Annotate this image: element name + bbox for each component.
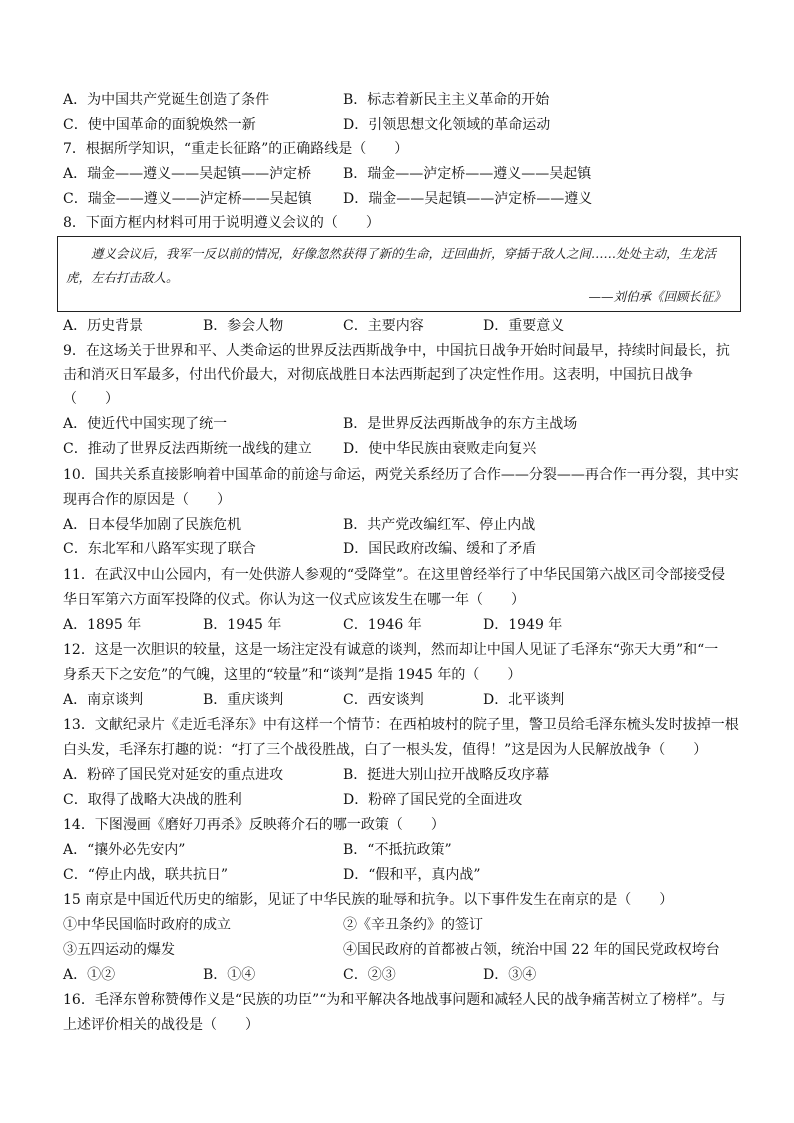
q14-option-c: C．“停止内战，联共抗日”: [63, 867, 229, 883]
q8-stem: 8．下面方框内材料可用于说明遵义会议的（ ）: [63, 215, 380, 231]
q10-option-a: A．日本侵华加剧了民族危机: [63, 517, 242, 533]
q10-option-d: D．国民政府改编、缓和了矛盾: [343, 541, 537, 557]
q12-stem-line-2: 身系天下之安危”的气魄，这里的“较量”和“谈判”是指 1945 年的（ ）: [63, 667, 522, 683]
q15-option-c: C．②③: [343, 967, 396, 983]
q9-stem-line-1: 9．在这场关于世界和平、人类命运的世界反法西斯战争中，中国抗日战争开始时间最早，持续时间最长，抗: [63, 343, 730, 359]
q15-option-a: A．①②: [63, 967, 116, 983]
q15-item-1: ①中华民国临时政府的成立: [63, 917, 231, 933]
q12-option-c: C．西安谈判: [343, 692, 424, 708]
q7-option-a: A．瑞金——遵义——吴起镇——泸定桥: [63, 166, 312, 182]
q6-option-a: A．为中国共产党诞生创造了条件: [63, 92, 270, 108]
q16-stem-line-1: 16．毛泽东曾称赞傅作义是“民族的功臣”“为和平解决各地战事问题和减轻人民的战争痛苦树立了榜样”。与: [63, 992, 726, 1008]
q9-option-c: C．推动了世界反法西斯统一战线的建立: [63, 441, 312, 457]
q14-option-b: B．“不抵抗政策”: [343, 842, 452, 858]
q9-option-a: A．使近代中国实现了统一: [63, 416, 228, 432]
q6-option-b: B．标志着新民主主义革命的开始: [343, 92, 550, 108]
q9-option-b: B．是世界反法西斯战争的东方主战场: [343, 416, 578, 432]
q12-option-b: B．重庆谈判: [203, 692, 284, 708]
q11-stem-line-2: 华日军第六方面军投降的仪式。你认为这一仪式应该发生在哪一年（ ）: [63, 592, 525, 608]
q8-option-b: B．参会人物: [203, 318, 284, 334]
q13-option-a: A．粉碎了国民党对延安的重点进攻: [63, 767, 284, 783]
q10-option-c: C．东北军和八路军实现了联合: [63, 541, 256, 557]
q15-option-b: B．①④: [203, 967, 256, 983]
q11-stem-line-1: 11．在武汉中山公园内，有一处供游人参观的“受降堂”。在这里曾经举行了中华民国第六战区司令部接受侵: [63, 567, 726, 583]
q11-option-b: B．1945 年: [203, 617, 282, 633]
q12-stem-line-1: 12．这是一次胆识的较量，这是一场注定没有诚意的谈判，然而却让中国人见证了毛泽东“弥天大勇”和“一: [63, 642, 719, 658]
q15-item-3: ③五四运动的爆发: [63, 942, 175, 958]
q14-stem: 14．下图漫画《磨好刀再杀》反映蒋介石的哪一政策（ ）: [63, 817, 445, 833]
q10-stem-line-1: 10．国共关系直接影响着中国革命的前途与命运，两党关系经历了合作——分裂——再合作一再分裂，其中实: [63, 467, 739, 483]
q12-option-d: D．北平谈判: [483, 692, 565, 708]
q7-stem: 7．根据所学知识，“重走长征路”的正确路线是（ ）: [63, 141, 409, 157]
q7-option-c: C．瑞金——遵义——泸定桥——吴起镇: [63, 191, 312, 207]
q10-stem-line-2: 现再合作的原因是（ ）: [63, 492, 231, 508]
q16-stem-line-2: 上述评价相关的战役是（ ）: [63, 1017, 259, 1033]
q7-option-d: D．瑞金——吴起镇——泸定桥——遵义: [343, 191, 593, 207]
q15-item-2: ②《辛丑条约》的签订: [343, 917, 483, 933]
q9-option-d: D．使中华民族由衰败走向复兴: [343, 441, 537, 457]
q8-quote-box: [57, 236, 741, 312]
q13-option-b: B．挺进大别山拉开战略反攻序幕: [343, 767, 550, 783]
q8-quote-text: 遵义会议后，我军一反以前的情况，好像忽然获得了新的生命，迂回曲折，穿插于敌人之间……处处主动，生龙活虎，左右打击敌人。: [66, 246, 717, 285]
q10-option-b: B．共产党改编红军、停止内战: [343, 517, 536, 533]
q11-option-c: C．1946 年: [343, 617, 422, 633]
q11-option-d: D．1949 年: [483, 617, 563, 633]
q15-stem: 15 南京是中国近代历史的缩影，见证了中华民族的耻辱和抗争。以下事件发生在南京的是（ ）: [63, 892, 674, 908]
q15-item-4: ④国民政府的首都被占领，统治中国 22 年的国民党政权垮台: [343, 942, 720, 958]
q13-stem-line-2: 白头发，毛泽东打趣的说：“打了三个战役胜战，白了一根头发，值得！”这是因为人民解放战争（ ）: [63, 742, 708, 758]
q14-option-a: A．“攘外必先安内”: [63, 842, 186, 858]
q13-option-d: D．粉碎了国民党的全面进攻: [343, 792, 523, 808]
q6-option-c: C．使中国革命的面貌焕然一新: [63, 117, 256, 133]
q11-option-a: A．1895 年: [63, 617, 142, 633]
q13-stem-line-1: 13．文献纪录片《走近毛泽东》中有这样一个情节：在西柏坡村的院子里，警卫员给毛泽东梳头发时拔掉一根: [63, 717, 739, 733]
q13-option-c: C．取得了战略大决战的胜利: [63, 792, 242, 808]
q8-option-c: C．主要内容: [343, 318, 424, 334]
q12-option-a: A．南京谈判: [63, 692, 144, 708]
q6-option-d: D．引领思想文化领域的革命运动: [343, 117, 551, 133]
q8-option-d: D．重要意义: [483, 318, 565, 334]
q15-option-d: D．③④: [483, 967, 537, 983]
q8-quote-source: ——刘伯承《回顾长征》: [588, 289, 726, 304]
q14-option-d: D．“假和平，真内战”: [343, 867, 481, 883]
q9-stem-line-2: 击和消灭日军最多，付出代价最大，对彻底战胜日本法西斯起到了决定性作用。这表明，中国抗日战争: [63, 367, 693, 383]
q8-option-a: A．历史背景: [63, 318, 144, 334]
q7-option-b: B．瑞金——泸定桥——遵义——吴起镇: [343, 166, 592, 182]
q9-stem-line-3: （ ）: [63, 391, 119, 407]
